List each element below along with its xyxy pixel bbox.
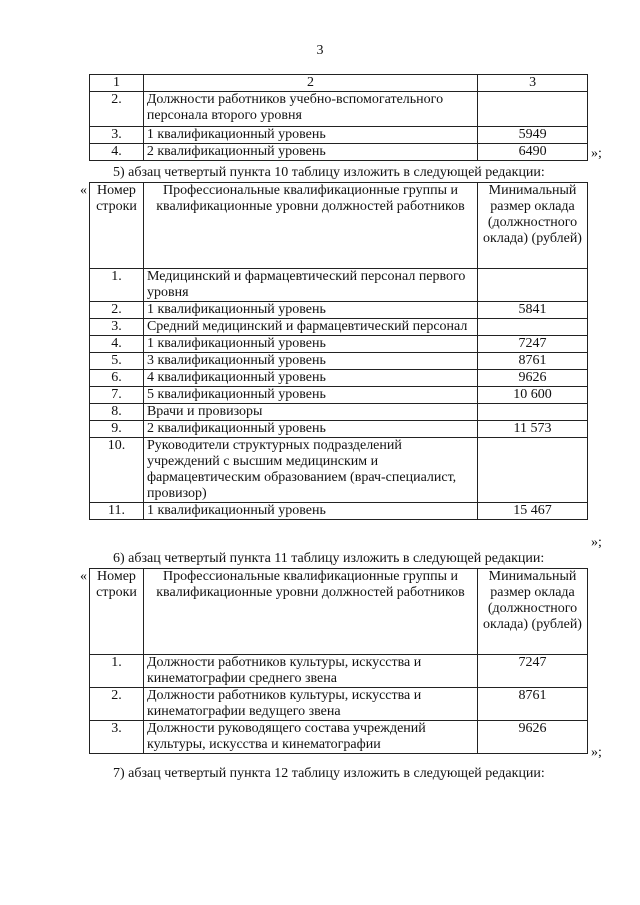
row-number: 3. — [90, 127, 144, 144]
table-row — [90, 269, 588, 302]
row-name: 4 квалификационный уровень — [143, 370, 477, 387]
row-value: 5949 — [478, 127, 588, 144]
row-value: 8761 — [478, 688, 588, 721]
table-row — [90, 503, 588, 520]
row-number: 1. — [90, 269, 144, 302]
table-row — [90, 144, 588, 161]
table-row — [90, 404, 588, 421]
closing-quote: »; — [591, 146, 602, 161]
header-cell: Номер строки — [90, 183, 144, 269]
table-header-row — [90, 75, 588, 92]
table-row — [90, 688, 588, 721]
closing-quote: »; — [591, 745, 602, 760]
row-name: 3 квалификационный уровень — [143, 353, 477, 370]
paragraph-7: 7) абзац четвертый пункта 12 таблицу изложить в следующей редакции: — [113, 766, 545, 781]
row-number: 1. — [90, 655, 144, 688]
table-row — [90, 387, 588, 404]
row-name: Врачи и провизоры — [143, 404, 477, 421]
row-name: Средний медицинский и фармацевтический персонал — [143, 319, 477, 336]
row-value: 15 467 — [478, 503, 588, 520]
row-value: 9626 — [478, 721, 588, 754]
row-value: 7247 — [478, 336, 588, 353]
closing-quote: »; — [591, 535, 602, 550]
row-number: 5. — [90, 353, 144, 370]
row-number: 2. — [90, 688, 144, 721]
table-row — [90, 370, 588, 387]
table-row — [90, 92, 588, 127]
table-row — [90, 421, 588, 438]
row-name: 2 квалификационный уровень — [143, 144, 477, 161]
row-name: Должности работников культуры, искусства и кинематографии ведущего звена — [143, 688, 477, 721]
row-value: 8761 — [478, 353, 588, 370]
table-bot — [89, 568, 588, 754]
row-value: 7247 — [478, 655, 588, 688]
header-cell: Номер строки — [90, 569, 144, 655]
table-top — [89, 74, 588, 161]
row-number: 3. — [90, 319, 144, 336]
row-value: 9626 — [478, 370, 588, 387]
header-cell: 1 — [90, 75, 144, 92]
row-name: 2 квалификационный уровень — [143, 421, 477, 438]
paragraph-6: 6) абзац четвертый пункта 11 таблицу изложить в следующей редакции: — [113, 551, 545, 566]
row-value: 5841 — [478, 302, 588, 319]
row-value: 10 600 — [478, 387, 588, 404]
table-mid — [89, 182, 588, 520]
row-number: 7. — [90, 387, 144, 404]
table-header-row — [90, 569, 588, 655]
row-name: Должности руководящего состава учреждений культуры, искусства и кинематографии — [143, 721, 477, 754]
row-number: 4. — [90, 336, 144, 353]
row-value — [478, 404, 588, 421]
header-cell: 3 — [478, 75, 588, 92]
row-name: Руководители структурных подразделений учреждений с высшим медицинским и фармацевтическим образованием (врач-специалист, провизор) — [143, 438, 477, 503]
table-header-row — [90, 183, 588, 269]
row-number: 3. — [90, 721, 144, 754]
row-number: 2. — [90, 92, 144, 127]
row-number: 8. — [90, 404, 144, 421]
row-name: 1 квалификационный уровень — [143, 503, 477, 520]
row-number: 11. — [90, 503, 144, 520]
paragraph-5: 5) абзац четвертый пункта 10 таблицу изложить в следующей редакции: — [113, 165, 545, 180]
page-number: 3 — [316, 43, 324, 58]
row-name: Должности работников учебно-вспомогательного персонала второго уровня — [143, 92, 477, 127]
row-value — [478, 92, 588, 127]
row-value: 6490 — [478, 144, 588, 161]
header-cell: Профессиональные квалификационные группы и квалификационные уровни должностей работников — [143, 183, 477, 269]
row-name: Медицинский и фармацевтический персонал первого уровня — [143, 269, 477, 302]
row-value — [478, 438, 588, 503]
header-cell: Профессиональные квалификационные группы и квалификационные уровни должностей работников — [143, 569, 477, 655]
opening-quote: « — [80, 183, 87, 198]
table-row — [90, 336, 588, 353]
row-name: 5 квалификационный уровень — [143, 387, 477, 404]
row-number: 2. — [90, 302, 144, 319]
row-name: Должности работников культуры, искусства и кинематографии среднего звена — [143, 655, 477, 688]
opening-quote: « — [80, 569, 87, 584]
table-row — [90, 655, 588, 688]
header-cell: 2 — [143, 75, 477, 92]
row-number: 4. — [90, 144, 144, 161]
header-cell: Минимальный размер оклада (должностного оклада) (рублей) — [478, 569, 588, 655]
row-name: 1 квалификационный уровень — [143, 336, 477, 353]
table-row — [90, 438, 588, 503]
row-name: 1 квалификационный уровень — [143, 302, 477, 319]
row-number: 6. — [90, 370, 144, 387]
row-number: 9. — [90, 421, 144, 438]
row-value: 11 573 — [478, 421, 588, 438]
table-row — [90, 302, 588, 319]
table-row — [90, 127, 588, 144]
table-row — [90, 353, 588, 370]
table-row — [90, 319, 588, 336]
header-cell: Минимальный размер оклада (должностного оклада) (рублей) — [478, 183, 588, 269]
table-row — [90, 721, 588, 754]
row-value — [478, 269, 588, 302]
row-number: 10. — [90, 438, 144, 503]
row-name: 1 квалификационный уровень — [143, 127, 477, 144]
row-value — [478, 319, 588, 336]
